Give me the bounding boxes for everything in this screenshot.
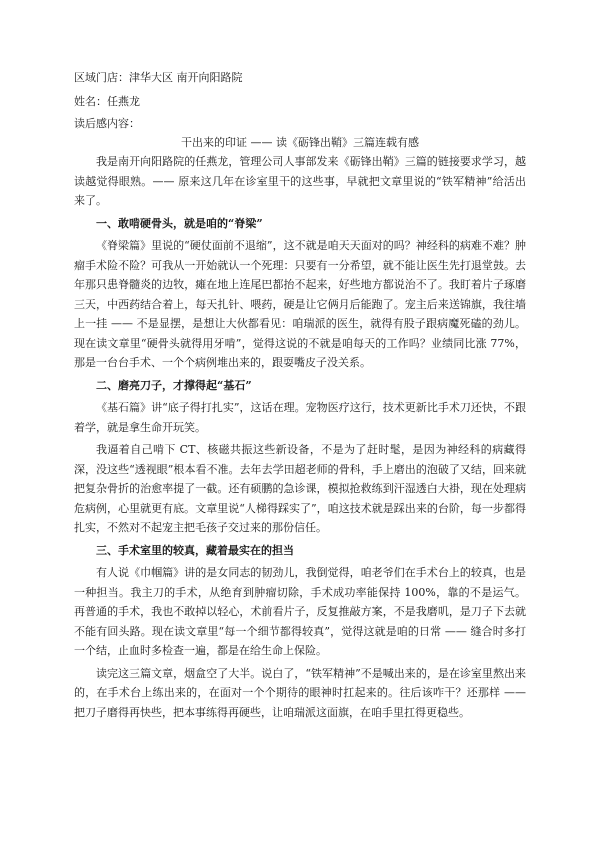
section-2-paragraph-2: 我逼着自己啃下 CT、核磁共振这些新设备，不是为了赶时髦，是因为神经科的病藏得深，没这些“透视眼”根本看不准。去年去学田超老师的骨科，手上磨出的泡破了又结，回来就把复杂骨折的治愈率提了一截。还有硕鹏的急诊课，模拟抢救练到汗湿透白大褂，现在处理病危病例，心里就更有底。文章里说“人梯得踩实了”，咱这技术就是踩出来的台阶，每一步都得扎实，不然对不起宠主把毛孩子交过来的那份信任。: [74, 443, 526, 534]
content-label: 读后感内容：: [74, 117, 140, 130]
section-3-paragraph-1: 有人说《巾帼篇》讲的是女同志的韧劲儿，我倒觉得，咱老爷们在手术台上的较真，也是一种担当。我主刀的手术，从绝育到肿瘤切除，手术成功率能保持 100%，靠的不是运气。再普通的手术，我也不敢掉以轻心，术前看片子，反复推敲方案，不是我磨叽，是刀子下去就不能有回头路。现在读文章里“每一个细节都得较真”，觉得这就是咱的日常 —— 缝合时多打一个结，止血时多检查一遍，都是在给生命上保险。: [74, 566, 526, 657]
essay-body: [74, 152, 526, 722]
section-2-paragraph-1: 《基石篇》讲“底子得打扎实”，这话在理。宠物医疗这行，技术更新比手术刀还快，不跟着学，就是拿生命开玩笑。: [74, 401, 526, 434]
name-line: 姓名：任燕龙: [74, 95, 140, 108]
section-heading-2: 二、磨亮刀子，才撑得起“基石”: [96, 378, 252, 392]
intro-paragraph: 我是南开向阳路院的任燕龙，管理公司人事部发来《砺锋出鞘》三篇的链接要求学习，越读越觉得眼熟。—— 原来这几年在诊室里干的这些事，早就把文章里说的“铁军精神”给活出来了。: [74, 155, 526, 207]
essay-title: 干出来的印证 —— 读《砺锋出鞘》三篇连载有感: [181, 136, 419, 149]
store-line: 区域门店：津华大区 南开向阳路院: [74, 71, 243, 84]
section-heading-3: 三、手术室里的较真，藏着最实在的担当: [96, 543, 294, 557]
closing-paragraph: 读完这三篇文章，烟盒空了大半。说白了，“铁军精神”不是喊出来的，是在诊室里熬出来的，在手术台上练出来的，在面对一个个期待的眼神时扛起来的。往后该咋干？还那样 —— 把刀子磨得再快些，把本事练得再硬些，让咱瑞派这面旗，在咱手里扛得更稳些。: [74, 666, 526, 719]
section-heading-1: 一、敢啃硬骨头，就是咱的“脊梁”: [96, 216, 263, 230]
section-1-paragraph-1: 《脊梁篇》里说的“硬仗面前不退缩”，这不就是咱天天面对的吗？神经科的病难不难？肿瘤手术险不险？可我从一开始就认一个死理：只要有一分希望，就不能让医生先打退堂鼓。去年那只患脊髓炎的边牧，瘫在地上连尾巴都抬不起来，好些地方都说治不了。我盯着片子琢磨三天，中西药结合着上，每天扎针、喂药，硬是让它俩月后能跑了。宠主后来送锦旗，我往墙上一挂 —— 不是显摆，是想让大伙都看见：咱瑞派的医生，就得有股子跟病魔死磕的劲儿。现在读文章里“硬骨头就得用牙啃”，觉得这说的不就是咱每天的工作吗？业绩同比涨 77%，那是一台台手术、一个个病例堆出来的，跟耍嘴皮子没关系。: [74, 239, 526, 369]
